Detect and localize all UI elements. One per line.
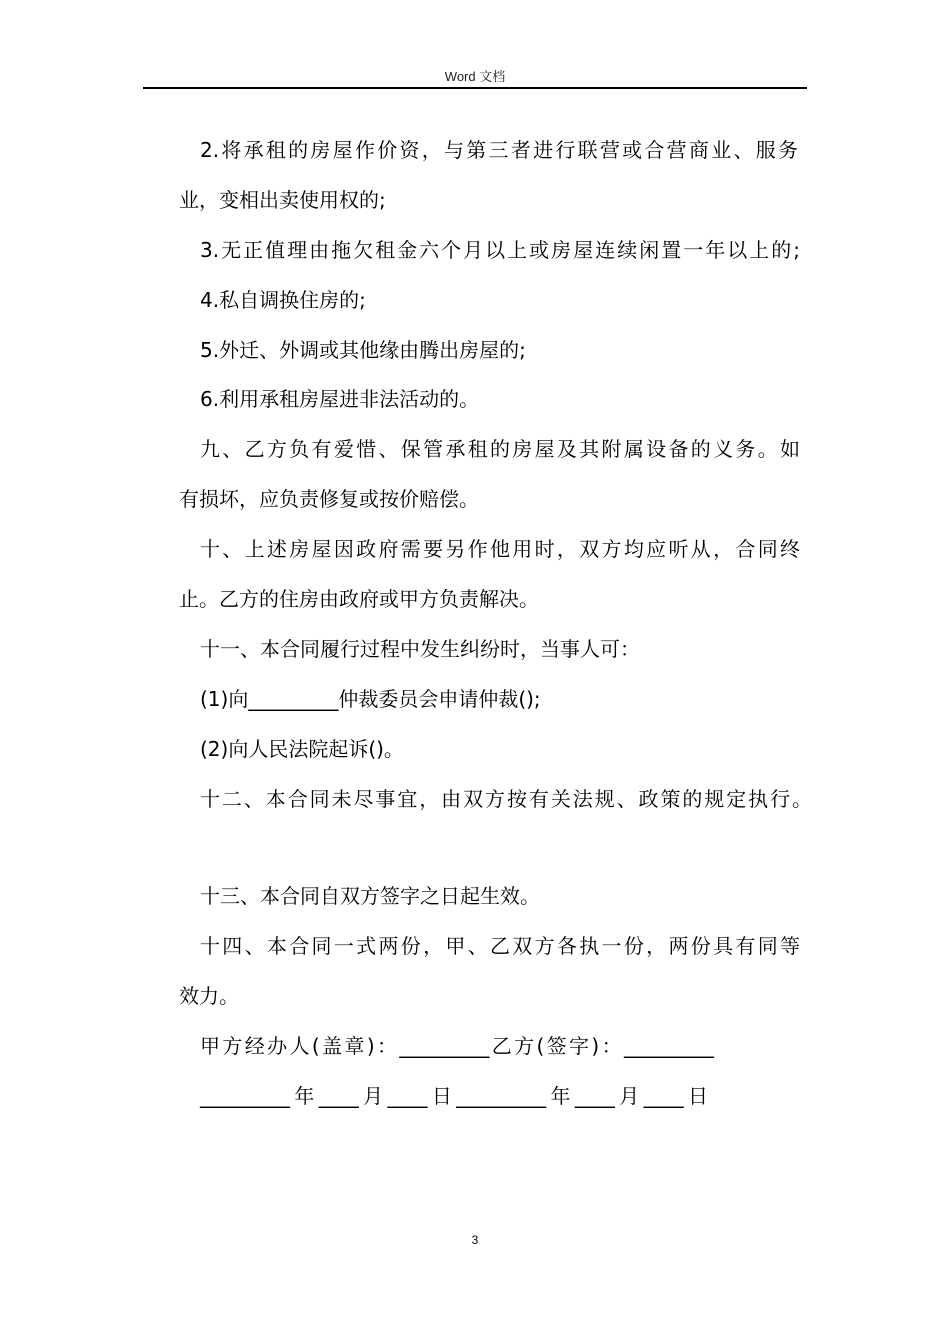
header-title: Word 文档 [444, 69, 506, 84]
page-number: 3 [471, 1233, 479, 1247]
body-line: 业，变相出卖使用权的; [179, 188, 386, 212]
body-line: 十四、本合同一式两份，甲、乙双方各执一份，两份具有同等 [200, 934, 800, 958]
body-line: (2)向人民法院起诉()。 [200, 737, 404, 761]
body-line: 十二、本合同未尽事宜，由双方按有关法规、政策的规定执行。 [200, 787, 812, 811]
body-line: (1)向_________仲裁委员会申请仲裁(); [200, 687, 541, 711]
body-line: 效力。 [179, 984, 239, 1008]
body-line: 3.无正值理由拖欠租金六个月以上或房屋连续闲置一年以上的; [200, 238, 800, 262]
body-line: 6.利用承租房屋进非法活动的。 [200, 387, 480, 411]
body-line: 十、上述房屋因政府需要另作他用时，双方均应听从，合同终 [200, 537, 800, 561]
body-line: 十一、本合同履行过程中发生纠纷时，当事人可： [200, 637, 640, 661]
date-line: _________年____月____日_________年____月____日 [200, 1084, 708, 1108]
body-line: 5.外迁、外调或其他缘由腾出房屋的; [200, 338, 526, 362]
body-line: 十三、本合同自双方签字之日起生效。 [200, 884, 540, 908]
body-line: 九、乙方负有爱惜、保管承租的房屋及其附属设备的义务。如 [200, 437, 800, 461]
body-line: 止。乙方的住房由政府或甲方负责解决。 [179, 587, 539, 611]
header-divider [143, 87, 807, 89]
body-line: 4.私自调换住房的; [200, 288, 366, 312]
signature-line: 甲方经办人(盖章)：_________乙方(签字)：_________ [200, 1034, 714, 1058]
body-line: 有损坏，应负责修复或按价赔偿。 [179, 487, 479, 511]
body-line: 2.将承租的房屋作价资，与第三者进行联营或合营商业、服务 [200, 138, 798, 162]
